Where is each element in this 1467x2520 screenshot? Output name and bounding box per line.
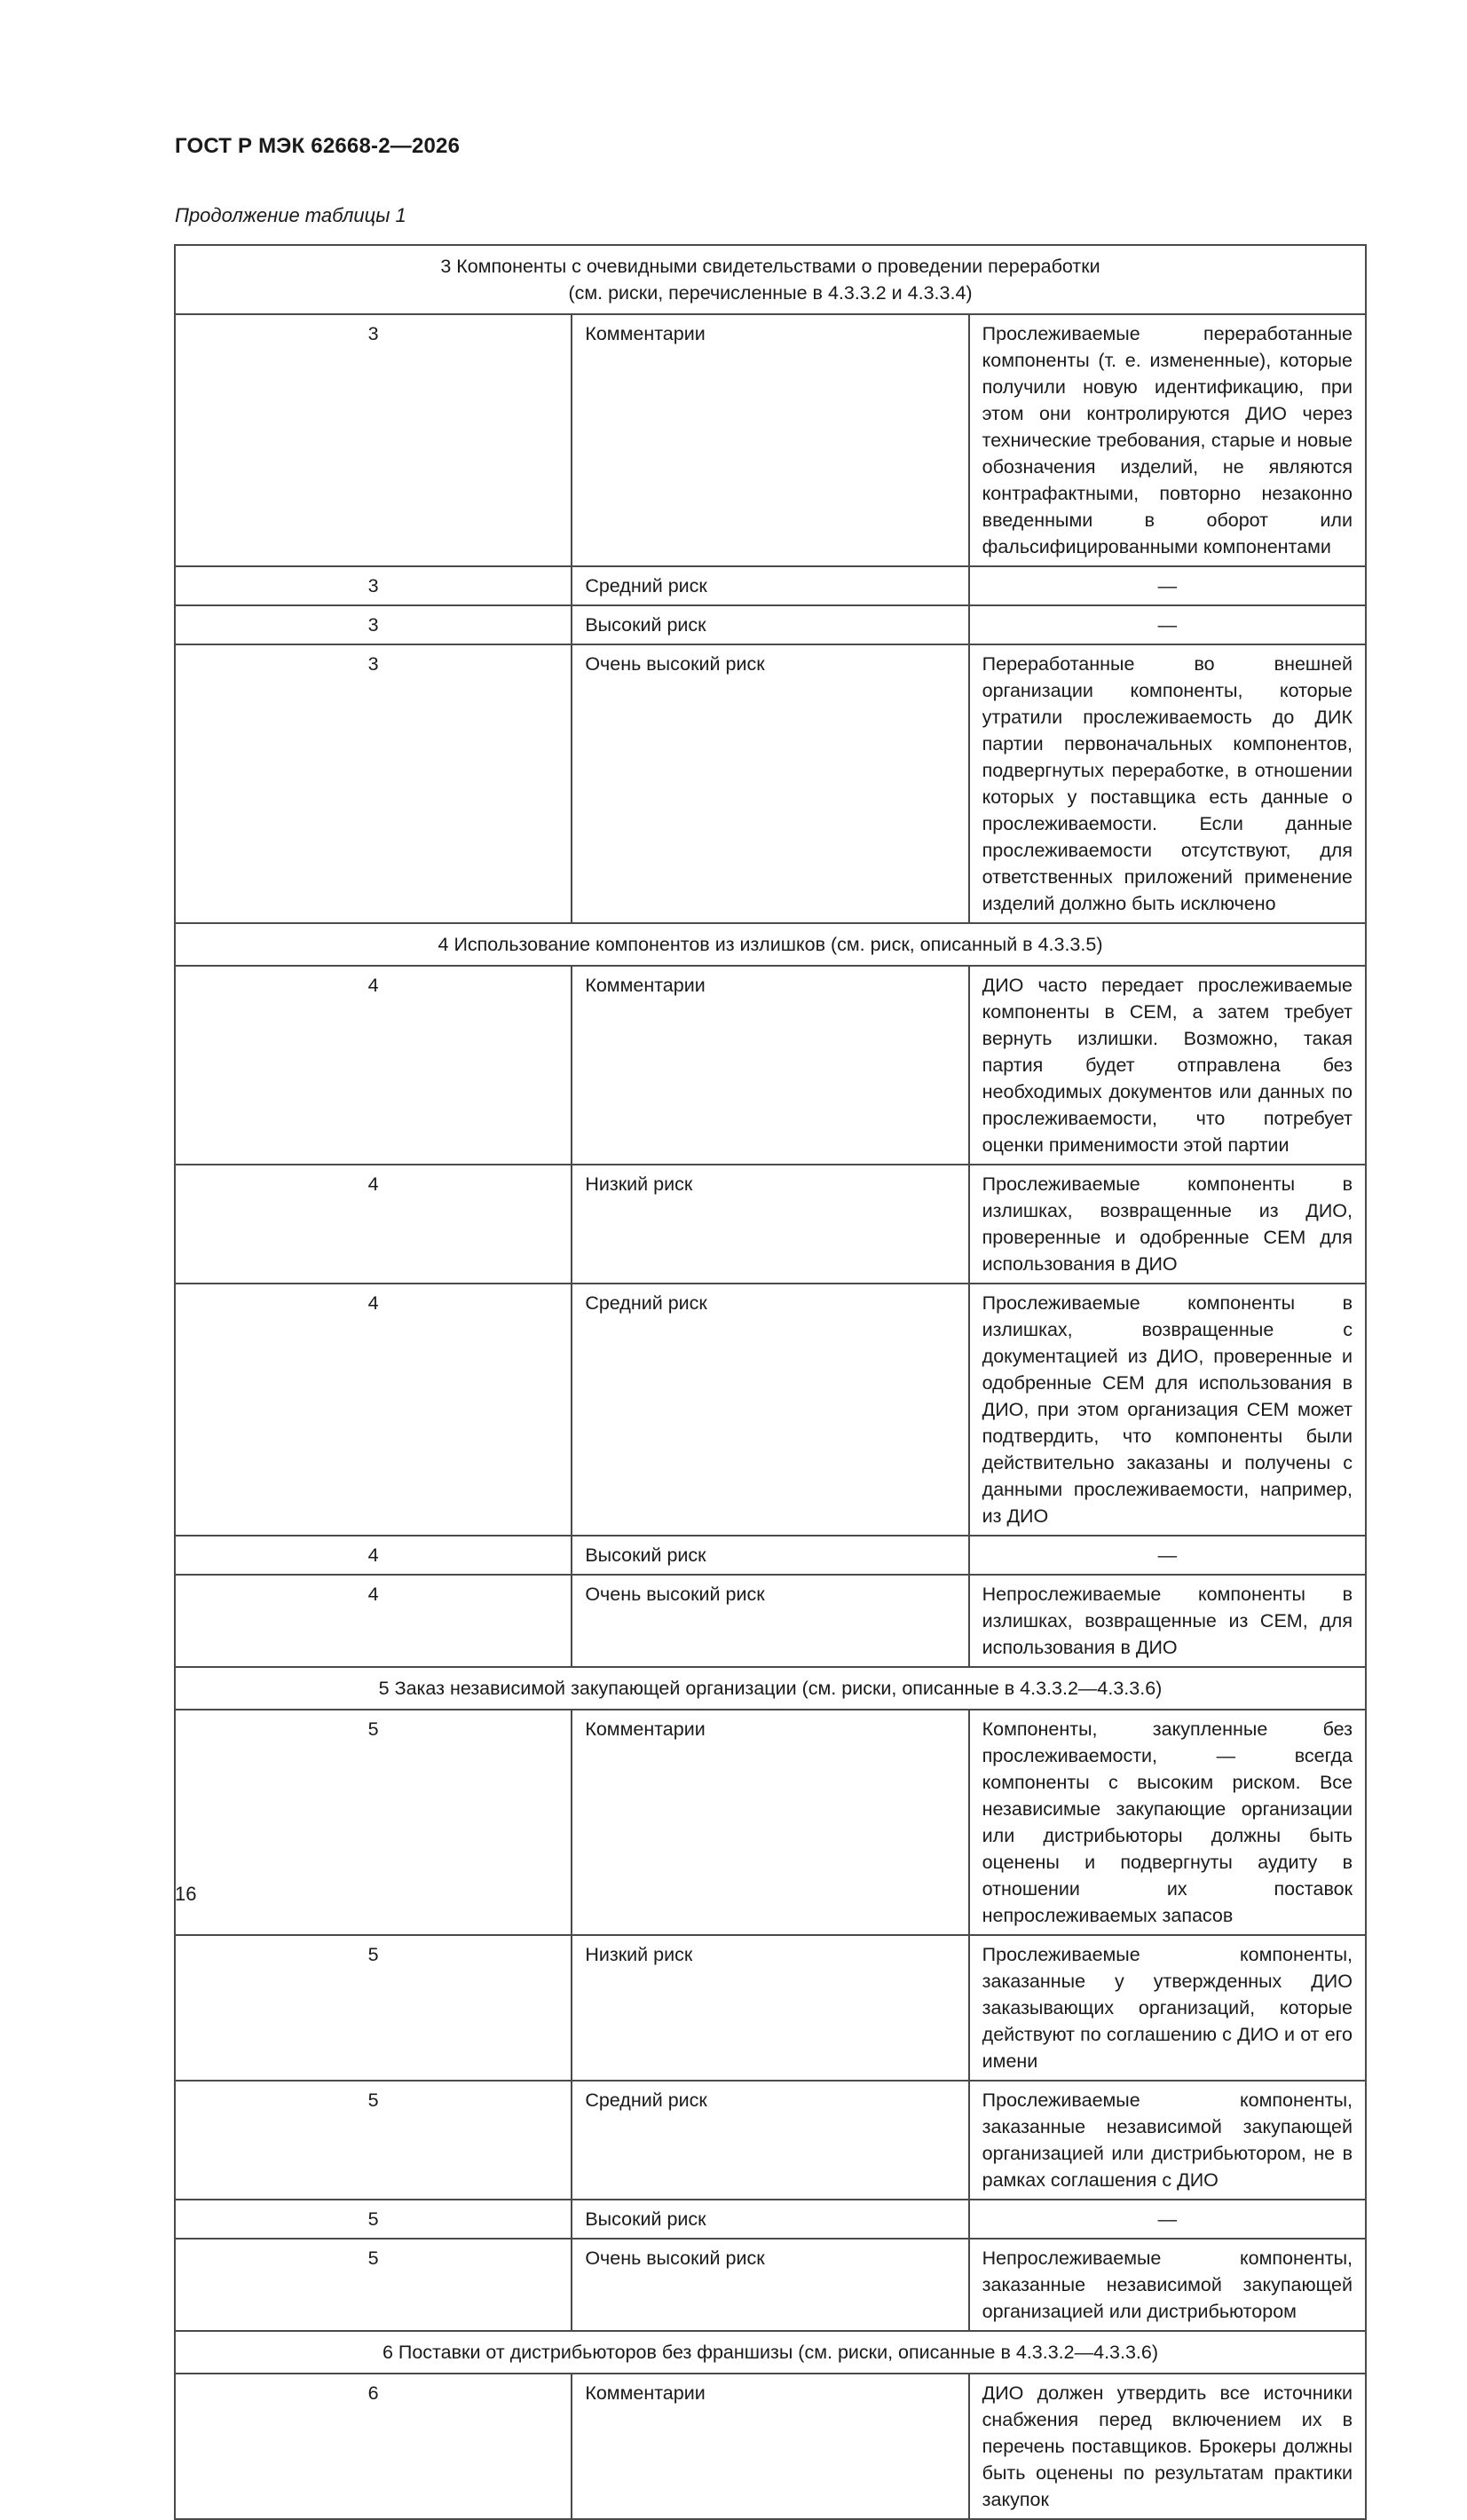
row-number: 6: [175, 2374, 572, 2519]
table-row: [175, 1710, 1366, 1935]
risk-category: Средний риск: [572, 1284, 968, 1536]
section-title: 6 Поставки от дистрибьюторов без франшизы (см. риски, описанные в 4.3.3.2—4.3.3.6): [175, 2331, 1366, 2374]
risk-category: Комментарии: [572, 1710, 968, 1935]
table-row: [175, 644, 1366, 923]
table-row: [175, 1575, 1366, 1667]
risk-category: Низкий риск: [572, 1165, 968, 1284]
table-caption: Продолжение таблицы 1: [175, 204, 406, 226]
row-number: 4: [175, 1165, 572, 1284]
risk-description: —: [969, 566, 1366, 605]
risk-category: Очень высокий риск: [572, 644, 968, 923]
table-row: [175, 605, 1366, 644]
risk-category: Средний риск: [572, 566, 968, 605]
risk-description: ДИО часто передает прослеживаемые компоненты в СЕМ, а затем требует вернуть излишки. Возможно, такая партия будет отправлена без необходимых документов или данных по прослеживаемости, что потребует оценки применимости этой партии: [969, 966, 1366, 1165]
page-number: 16: [175, 1883, 197, 1905]
risk-description: Прослеживаемые компоненты в излишках, возвращенные из ДИО, проверенные и одобренные СЕМ для использования в ДИО: [969, 1165, 1366, 1284]
risk-description: —: [969, 2200, 1366, 2239]
section-title: 4 Использование компонентов из излишков (см. риск, описанный в 4.3.3.5): [175, 923, 1366, 966]
row-number: 4: [175, 1575, 572, 1667]
section-header-row: [175, 923, 1366, 966]
risk-description: Непрослеживаемые компоненты, заказанные независимой закупающей организацией или дистрибьютором: [969, 2239, 1366, 2331]
row-number: 5: [175, 1935, 572, 2081]
risk-category: Очень высокий риск: [572, 2239, 968, 2331]
table-row: [175, 1284, 1366, 1536]
risk-description: —: [969, 1536, 1366, 1575]
risk-category: Средний риск: [572, 2081, 968, 2200]
row-number: 5: [175, 2239, 572, 2331]
risk-description: Прослеживаемые переработанные компоненты (т. е. измененные), которые получили новую идентификацию, при этом они контролируются ДИО через технические требования, старые и новые обозначения изделий, не являются контрафактными, повторно незаконно введенными в оборот или фальсифицированными компонентами: [969, 314, 1366, 566]
table-row: [175, 1165, 1366, 1284]
table-row: [175, 566, 1366, 605]
risk-description: Непрослеживаемые компоненты в излишках, возвращенные из СЕМ, для использования в ДИО: [969, 1575, 1366, 1667]
section-header-row: [175, 1667, 1366, 1710]
table-row: [175, 2200, 1366, 2239]
document-id: ГОСТ Р МЭК 62668-2—2026: [175, 134, 461, 158]
risk-category: Высокий риск: [572, 1536, 968, 1575]
risk-description: Компоненты, закупленные без прослеживаемости, — всегда компоненты с высоким риском. Все независимые закупающие организации или дистрибьюторы должны быть оценены и подвергнуты аудиту в отношении их поставок непрослеживаемых запасов: [969, 1710, 1366, 1935]
table-row: [175, 314, 1366, 566]
risk-description: Прослеживаемые компоненты, заказанные у утвержденных ДИО заказывающих организаций, которые действуют по соглашению с ДИО и от его имени: [969, 1935, 1366, 2081]
risk-category: Комментарии: [572, 2374, 968, 2519]
risk-description: —: [969, 605, 1366, 644]
risk-description: Прослеживаемые компоненты, заказанные независимой закупающей организацией или дистрибьютором, не в рамках соглашения с ДИО: [969, 2081, 1366, 2200]
section-title: 3 Компоненты с очевидными свидетельствами о проведении переработки (см. риски, перечисленные в 4.3.3.2 и 4.3.3.4): [175, 245, 1366, 314]
risk-table: [174, 244, 1367, 2520]
row-number: 3: [175, 314, 572, 566]
risk-category: Высокий риск: [572, 2200, 968, 2239]
row-number: 4: [175, 1536, 572, 1575]
table-row: [175, 2239, 1366, 2331]
row-number: 5: [175, 1710, 572, 1935]
table-row: [175, 1536, 1366, 1575]
section-title: 5 Заказ независимой закупающей организации (см. риски, описанные в 4.3.3.2—4.3.3.6): [175, 1667, 1366, 1710]
table-row: [175, 2374, 1366, 2519]
section-header-row: [175, 245, 1366, 314]
row-number: 3: [175, 605, 572, 644]
row-number: 5: [175, 2200, 572, 2239]
row-number: 3: [175, 566, 572, 605]
risk-description: Переработанные во внешней организации компоненты, которые утратили прослеживаемость до ДИК партии первоначальных компонентов, подвергнутых переработке, в отношении которых у поставщика есть данные о прослеживаемости. Если данные прослеживаемости отсутствуют, для ответственных приложений применение изделий должно быть исключено: [969, 644, 1366, 923]
table-row: [175, 1935, 1366, 2081]
risk-category: Очень высокий риск: [572, 1575, 968, 1667]
risk-category: Высокий риск: [572, 605, 968, 644]
risk-table-body: [175, 245, 1366, 2519]
risk-category: Комментарии: [572, 314, 968, 566]
risk-category: Комментарии: [572, 966, 968, 1165]
row-number: 4: [175, 966, 572, 1165]
table-row: [175, 966, 1366, 1165]
row-number: 4: [175, 1284, 572, 1536]
risk-description: Прослеживаемые компоненты в излишках, возвращенные с документацией из ДИО, проверенные и одобренные СЕМ для использования в ДИО, при этом организация СЕМ может подтвердить, что компоненты были действительно заказаны и получены с данными прослеживаемости, например, из ДИО: [969, 1284, 1366, 1536]
row-number: 5: [175, 2081, 572, 2200]
row-number: 3: [175, 644, 572, 923]
risk-category: Низкий риск: [572, 1935, 968, 2081]
risk-description: ДИО должен утвердить все источники снабжения перед включением их в перечень поставщиков. Брокеры должны быть оценены по результатам практики закупок: [969, 2374, 1366, 2519]
section-header-row: [175, 2331, 1366, 2374]
table-row: [175, 2081, 1366, 2200]
